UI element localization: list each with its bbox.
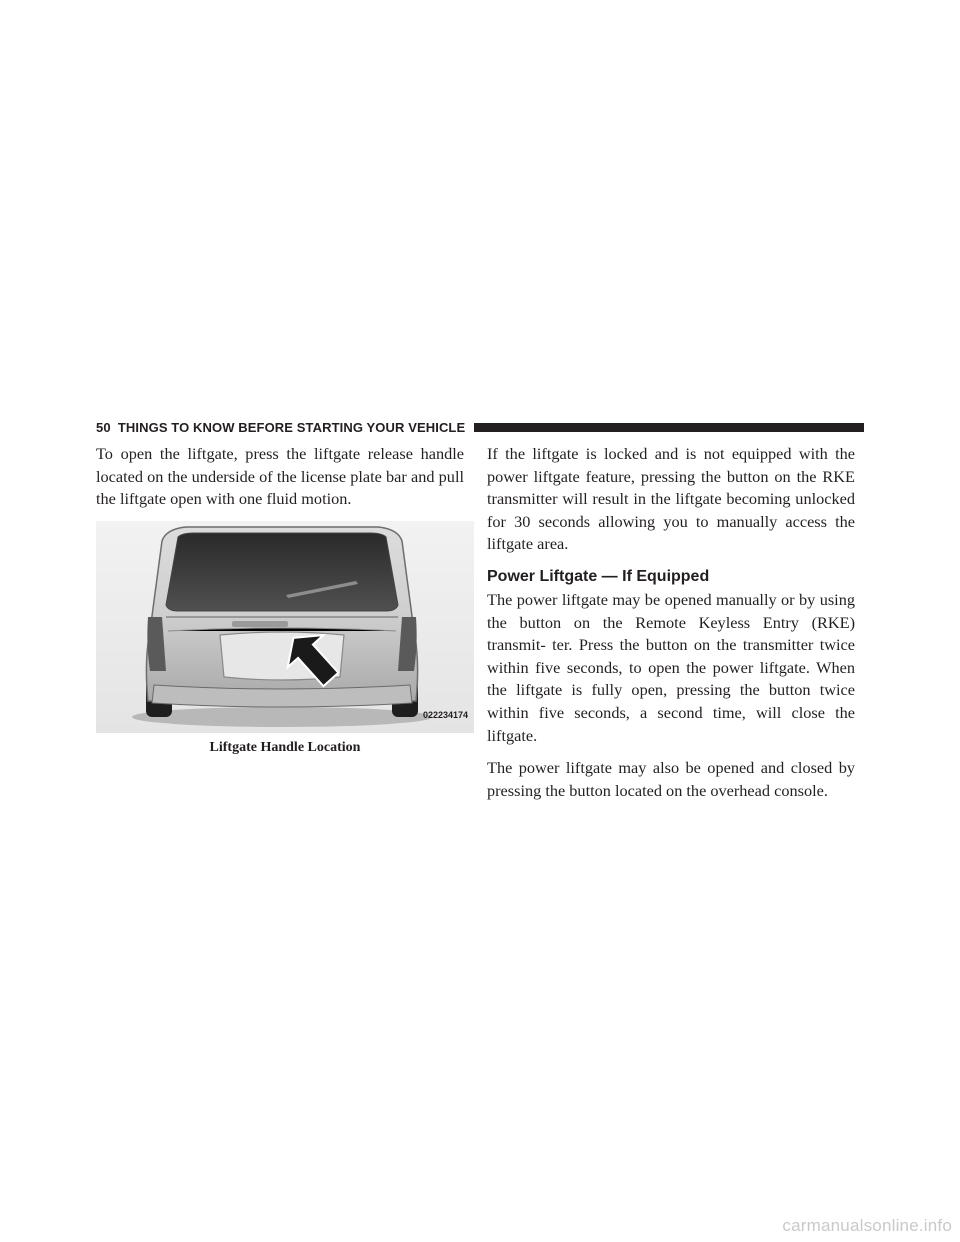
right-column [487,443,855,812]
liftgate-figure [96,521,474,733]
section-title: THINGS TO KNOW BEFORE STARTING YOUR VEHICLE [117,419,466,435]
overhead-console-paragraph: The power liftgate may also be opened and closed by pressing the button located on the overhead console. [487,758,855,800]
site-watermark: carmanualsonline.info [782,1216,952,1235]
left-column [96,443,468,759]
power-liftgate-heading: Power Liftgate — If Equipped [487,567,710,585]
header-rule [474,423,864,432]
intro-paragraph: To open the liftgate, press the liftgate release handle located on the underside of the license plate bar and pull the liftgate open with one fluid motion. [96,444,464,509]
locked-liftgate-paragraph: If the liftgate is locked and is not equipped with the power liftgate feature, pressing the button on the RKE transmitter will result in the liftgate becoming unlocked for 30 seconds allowing you to manually access the liftgate area. [487,444,855,554]
figure-caption: Liftgate Handle Location [209,739,361,755]
page-number: 50 [96,419,111,435]
power-liftgate-paragraph: The power liftgate may be opened manually or by using the button on the Remote Keyless Entry (RKE) transmit- ter. Press the button on the transmitter twice within five seconds, to open the power liftgate. When the liftgate is fully open, pressing the button twice within five seconds, a second time, will close the liftgate. [487,589,855,745]
page-header [96,418,864,436]
liftgate-illustration [96,521,474,733]
figure-id-label: 022234174 [422,710,468,721]
